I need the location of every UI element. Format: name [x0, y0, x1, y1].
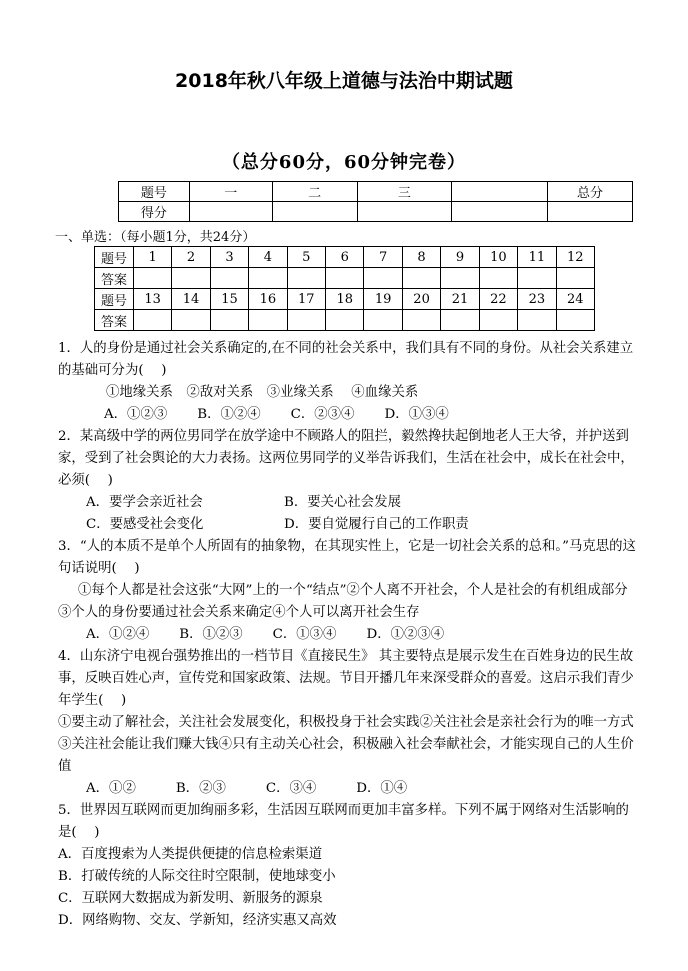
score-row-score	[119, 202, 633, 222]
answer-cell: 19	[364, 289, 402, 310]
question-2-options-row	[58, 514, 636, 536]
score-cell: 得分	[119, 202, 190, 222]
question-1-stem: 1．人的身份是通过社会关系确定的,在不同的社会关系中，我们具有不同的身份。从社会关系建立的基础可分为( )	[58, 341, 634, 378]
option-c[interactable]: C．②③④	[290, 407, 355, 422]
answer-input-cell[interactable]	[172, 310, 210, 331]
answer-cell: 18	[326, 289, 364, 310]
exam-subtitle: （总分60分，60分钟完卷）	[221, 152, 467, 173]
answer-row-numbers	[95, 247, 595, 268]
question-3-options	[58, 624, 636, 646]
answer-input-cell[interactable]	[364, 268, 402, 289]
page-title: 2018年秋八年级上道德与法治中期试题	[175, 70, 513, 92]
answer-input-cell[interactable]	[518, 310, 556, 331]
answer-table	[94, 246, 595, 331]
answer-input-cell[interactable]	[287, 268, 325, 289]
answer-input-cell[interactable]	[441, 310, 479, 331]
question-4-options	[58, 778, 636, 800]
score-input-cell[interactable]	[548, 202, 633, 222]
score-input-cell[interactable]	[452, 202, 548, 222]
answer-input-cell[interactable]	[210, 268, 248, 289]
answer-cell: 24	[556, 289, 594, 310]
answer-cell: 4	[249, 247, 287, 268]
answer-input-cell[interactable]	[556, 310, 594, 331]
option-d[interactable]: D．①②③④	[366, 627, 445, 642]
question-5-stem: 5．世界因互联网而更加绚丽多彩，生活因互联网而更加丰富多样。下列不属于网络对生活影响的是( )	[58, 803, 629, 840]
answer-cell: 8	[402, 247, 440, 268]
answer-cell: 17	[287, 289, 325, 310]
answer-input-cell[interactable]	[364, 310, 402, 331]
answer-input-cell[interactable]	[326, 310, 364, 331]
score-cell	[452, 182, 548, 202]
option-d[interactable]: D．要自觉履行自己的工作职责	[284, 517, 469, 532]
score-cell: 总分	[548, 182, 633, 202]
answer-row-blanks	[95, 268, 595, 289]
answer-input-cell[interactable]	[441, 268, 479, 289]
answer-cell: 5	[287, 247, 325, 268]
answer-cell: 题号	[95, 289, 134, 310]
score-row-header	[119, 182, 633, 202]
answer-input-cell[interactable]	[479, 268, 517, 289]
answer-cell: 7	[364, 247, 402, 268]
score-cell: 题号	[119, 182, 190, 202]
question-3-items: ①每个人都是社会这张“大网”上的一个“结点”②个人离不开社会，个人是社会的有机组成部分③个人的身份要通过社会关系来确定④个人可以离开社会生存	[58, 583, 628, 620]
answer-cell: 11	[518, 247, 556, 268]
answer-cell: 22	[479, 289, 517, 310]
option-b[interactable]: B．①②③	[179, 627, 243, 642]
score-cell: 二	[272, 182, 357, 202]
answer-input-cell[interactable]	[518, 268, 556, 289]
answer-cell: 1	[133, 247, 171, 268]
score-cell: 一	[189, 182, 272, 202]
answer-cell: 23	[518, 289, 556, 310]
answer-input-cell[interactable]	[133, 268, 171, 289]
answer-input-cell[interactable]	[210, 310, 248, 331]
option-d[interactable]: D．网络购物、交友、学新知，经济实惠又高效	[58, 913, 337, 928]
answer-cell: 3	[210, 247, 248, 268]
question-4-stem: 4．山东济宁电视台强势推出的一档节目《直接民生》 其主要特点是展示发生在百姓身边的民生故事，反映百姓心声，宣传党和国家政策、法规。节目开播几年来深受群众的喜爱。这启示我们青少年学生( )	[58, 649, 634, 708]
question-3-stem: 3．“人的本质不是单个人所固有的抽象物，在其现实性上，它是一切社会关系的总和。”马克思的这句话说明( )	[58, 539, 636, 576]
answer-input-cell[interactable]	[249, 268, 287, 289]
option-b[interactable]: B．要关心社会发展	[284, 495, 401, 510]
answer-input-cell[interactable]	[133, 310, 171, 331]
answer-input-cell[interactable]	[556, 268, 594, 289]
option-a[interactable]: A．百度搜索为人类提供便捷的信息检索渠道	[58, 847, 323, 862]
option-b[interactable]: B．②③	[175, 781, 226, 796]
answer-cell: 6	[326, 247, 364, 268]
question-4-items: ①要主动了解社会，关注社会发展变化，积极投身于社会实践②关注社会是亲社会行为的唯一方式③关注社会能让我们赚大钱④只有主动关心社会，积极融入社会奉献社会，才能实现自己的人生价值	[58, 715, 634, 774]
option-d[interactable]: D．①④	[356, 781, 408, 796]
answer-cell: 10	[479, 247, 517, 268]
answer-input-cell[interactable]	[287, 310, 325, 331]
option-c[interactable]: C．互联网大数据成为新发明、新服务的源泉	[58, 891, 323, 906]
option-a[interactable]: A．①②③	[104, 407, 168, 422]
answer-cell: 21	[441, 289, 479, 310]
score-table	[118, 181, 633, 222]
question-2-stem: 2．某高级中学的两位男同学在放学途中不顾路人的阻拦，毅然搀扶起倒地老人王大爷，并护送到家，受到了社会舆论的大力表扬。这两位男同学的义举告诉我们，生活在社会中，成长在社会中，必须( )	[58, 429, 634, 488]
answer-cell: 12	[556, 247, 594, 268]
answer-cell: 答案	[95, 310, 134, 331]
answer-input-cell[interactable]	[172, 268, 210, 289]
option-a[interactable]: A．①②④	[86, 627, 150, 642]
option-c[interactable]: C．①③④	[272, 627, 337, 642]
answer-input-cell[interactable]	[326, 268, 364, 289]
score-cell: 三	[357, 182, 452, 202]
option-c[interactable]: C．要感受社会变化	[86, 517, 204, 532]
option-d[interactable]: D．①③④	[384, 407, 449, 422]
answer-cell: 14	[172, 289, 210, 310]
option-b[interactable]: B．①②④	[197, 407, 261, 422]
answer-cell: 9	[441, 247, 479, 268]
option-c[interactable]: C．③④	[265, 781, 317, 796]
score-input-cell[interactable]	[357, 202, 452, 222]
answer-input-cell[interactable]	[402, 310, 440, 331]
section-heading: 一、单选：（每小题1分，共24分）	[55, 230, 256, 245]
question-1-items: ①地缘关系 ②敌对关系 ③业缘关系 ④血缘关系	[106, 385, 419, 400]
answer-row-blanks	[95, 310, 595, 331]
answer-input-cell[interactable]	[402, 268, 440, 289]
answer-cell: 答案	[95, 268, 134, 289]
answer-input-cell[interactable]	[479, 310, 517, 331]
question-list	[58, 338, 636, 932]
option-a[interactable]: A．①②	[86, 781, 136, 796]
question-1-options	[58, 404, 636, 426]
answer-input-cell[interactable]	[249, 310, 287, 331]
answer-cell: 2	[172, 247, 210, 268]
option-a[interactable]: A．要学会亲近社会	[86, 495, 203, 510]
score-input-cell[interactable]	[272, 202, 357, 222]
answer-cell: 16	[249, 289, 287, 310]
answer-cell: 题号	[95, 247, 134, 268]
question-2-options-row	[58, 492, 636, 514]
answer-row-numbers	[95, 289, 595, 310]
score-input-cell[interactable]	[189, 202, 272, 222]
answer-cell: 20	[402, 289, 440, 310]
answer-cell: 13	[133, 289, 171, 310]
option-b[interactable]: B．打破传统的人际交往时空限制，使地球变小	[58, 869, 336, 884]
answer-cell: 15	[210, 289, 248, 310]
